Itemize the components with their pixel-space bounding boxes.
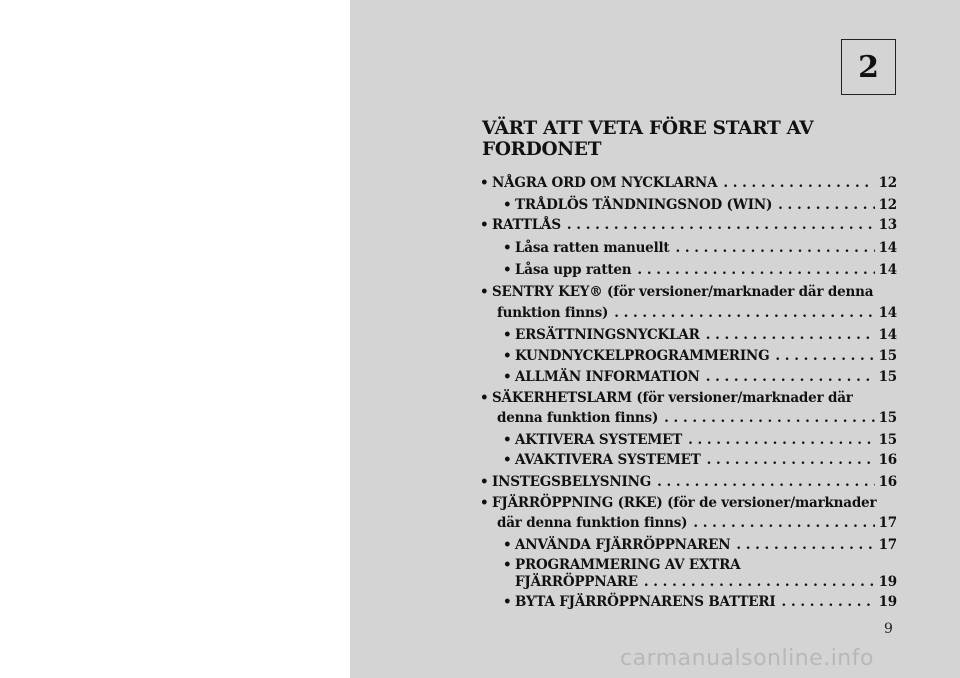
toc-entry[interactable]	[503, 348, 897, 364]
toc-page-number: 12	[878, 175, 897, 191]
toc-page-number: 15	[878, 432, 897, 448]
toc-entry[interactable]	[497, 410, 897, 426]
toc-entry[interactable]	[503, 197, 897, 213]
toc-entry[interactable]	[480, 175, 897, 191]
toc-entry-text: BYTA FJÄRRÖPPNARENS BATTERI	[515, 594, 776, 610]
toc-entry-text: AKTIVERA SYSTEMET	[515, 432, 683, 448]
chapter-number-box: 2	[841, 39, 896, 95]
dot-leader	[736, 537, 874, 553]
dot-leader	[723, 175, 874, 191]
toc-page-number: 14	[878, 327, 897, 343]
toc-entry[interactable]	[503, 240, 897, 256]
bullet-icon: •	[503, 557, 512, 573]
toc-entry-text: Låsa ratten manuellt	[515, 240, 670, 256]
bullet-icon: •	[480, 175, 489, 191]
toc-entry-text: Låsa upp ratten	[515, 262, 632, 278]
bullet-icon: •	[503, 369, 512, 385]
toc-entry-text: RATTLÅS	[492, 217, 561, 233]
toc-entry[interactable]	[503, 432, 897, 448]
watermark: carmanualsonline.info	[620, 646, 874, 671]
chapter-title-line-2: FORDONET	[482, 139, 602, 160]
toc-page-number: 14	[878, 305, 897, 321]
toc-page-number: 15	[878, 348, 897, 364]
chapter-title	[482, 118, 862, 160]
toc-entry-text: denna funktion finns)	[497, 410, 659, 426]
bullet-icon: •	[480, 284, 489, 300]
toc-page-number: 19	[878, 594, 897, 610]
toc-entry-text: FJÄRRÖPPNING (RKE) (för de versioner/marknader	[492, 495, 877, 511]
toc-entry-text: AVAKTIVERA SYSTEMET	[515, 452, 701, 468]
bullet-icon: •	[503, 452, 512, 468]
toc-entry[interactable]	[480, 474, 897, 490]
toc-entry-text: KUNDNYCKELPROGRAMMERING	[515, 348, 770, 364]
dot-leader	[614, 305, 874, 321]
dot-leader	[707, 452, 875, 468]
bullet-icon: •	[503, 327, 512, 343]
toc-entry-first-line[interactable]	[503, 557, 740, 573]
toc-entry-text: INSTEGSBELYSNING	[492, 474, 652, 490]
bullet-icon: •	[480, 495, 489, 511]
toc-page-number: 14	[878, 262, 897, 278]
dot-leader	[637, 262, 874, 278]
toc-entry[interactable]	[497, 515, 897, 531]
toc-entry-text: SENTRY KEY® (för versioner/marknader där denna	[492, 284, 874, 300]
bullet-icon: •	[503, 432, 512, 448]
dot-leader	[782, 594, 875, 610]
toc-entry-text: ANVÄNDA FJÄRRÖPPNAREN	[515, 537, 731, 553]
toc-entry-text: ERSÄTTNINGSNYCKLAR	[515, 327, 700, 343]
toc-entry-text: funktion finns)	[497, 305, 609, 321]
toc-entry[interactable]	[503, 452, 897, 468]
toc-entry-text: ALLMÄN INFORMATION	[515, 369, 700, 385]
toc-entry-text: där denna funktion finns)	[497, 515, 688, 531]
toc-entry[interactable]	[497, 305, 897, 321]
toc-entry-first-line[interactable]	[480, 284, 873, 300]
dot-leader	[775, 348, 874, 364]
chapter-title-line-1: VÄRT ATT VETA FÖRE START AV	[482, 118, 814, 139]
toc-page-number: 19	[878, 574, 897, 590]
toc-page-number: 16	[878, 474, 897, 490]
toc-entry-text: NÅGRA ORD OM NYCKLARNA	[492, 175, 718, 191]
toc-page-number: 13	[878, 217, 897, 233]
bullet-icon: •	[503, 348, 512, 364]
toc-page-number: 17	[878, 537, 897, 553]
toc-page-number: 15	[878, 410, 897, 426]
toc-page-number: 12	[878, 197, 897, 213]
dot-leader	[693, 515, 874, 531]
toc-entry-text: SÄKERHETSLARM (för versioner/marknader där	[492, 390, 853, 406]
bullet-icon: •	[480, 217, 489, 233]
bullet-icon: •	[480, 390, 489, 406]
toc-entry-first-line[interactable]	[480, 390, 853, 406]
toc-entry-first-line[interactable]	[480, 495, 876, 511]
toc-page-number: 15	[878, 369, 897, 385]
toc-entry[interactable]	[503, 594, 897, 610]
blank-left-page	[0, 0, 350, 678]
bullet-icon: •	[503, 197, 512, 213]
toc-page-number: 14	[878, 240, 897, 256]
toc-entry-text: FJÄRRÖPPNARE	[515, 574, 638, 590]
page-number: 9	[884, 621, 893, 637]
dot-leader	[688, 432, 875, 448]
dot-leader	[675, 240, 874, 256]
toc-page-number: 16	[878, 452, 897, 468]
toc-entry[interactable]	[503, 262, 897, 278]
bullet-icon: •	[503, 537, 512, 553]
dot-leader	[778, 197, 874, 213]
toc-entry-text: TRÅDLÖS TÄNDNINGSNOD (WIN)	[515, 197, 773, 213]
dot-leader	[706, 369, 875, 385]
toc-entry[interactable]	[515, 574, 897, 590]
bullet-icon: •	[480, 474, 489, 490]
toc-entry-text: PROGRAMMERING AV EXTRA	[515, 557, 741, 573]
toc-entry[interactable]	[503, 369, 897, 385]
dot-leader	[644, 574, 875, 590]
toc-page-number: 17	[878, 515, 897, 531]
bullet-icon: •	[503, 240, 512, 256]
bullet-icon: •	[503, 262, 512, 278]
toc-entry[interactable]	[503, 537, 897, 553]
bullet-icon: •	[503, 594, 512, 610]
dot-leader	[657, 474, 875, 490]
dot-leader	[567, 217, 875, 233]
dot-leader	[706, 327, 875, 343]
toc-entry[interactable]	[503, 327, 897, 343]
toc-entry[interactable]	[480, 217, 897, 233]
dot-leader	[664, 410, 874, 426]
